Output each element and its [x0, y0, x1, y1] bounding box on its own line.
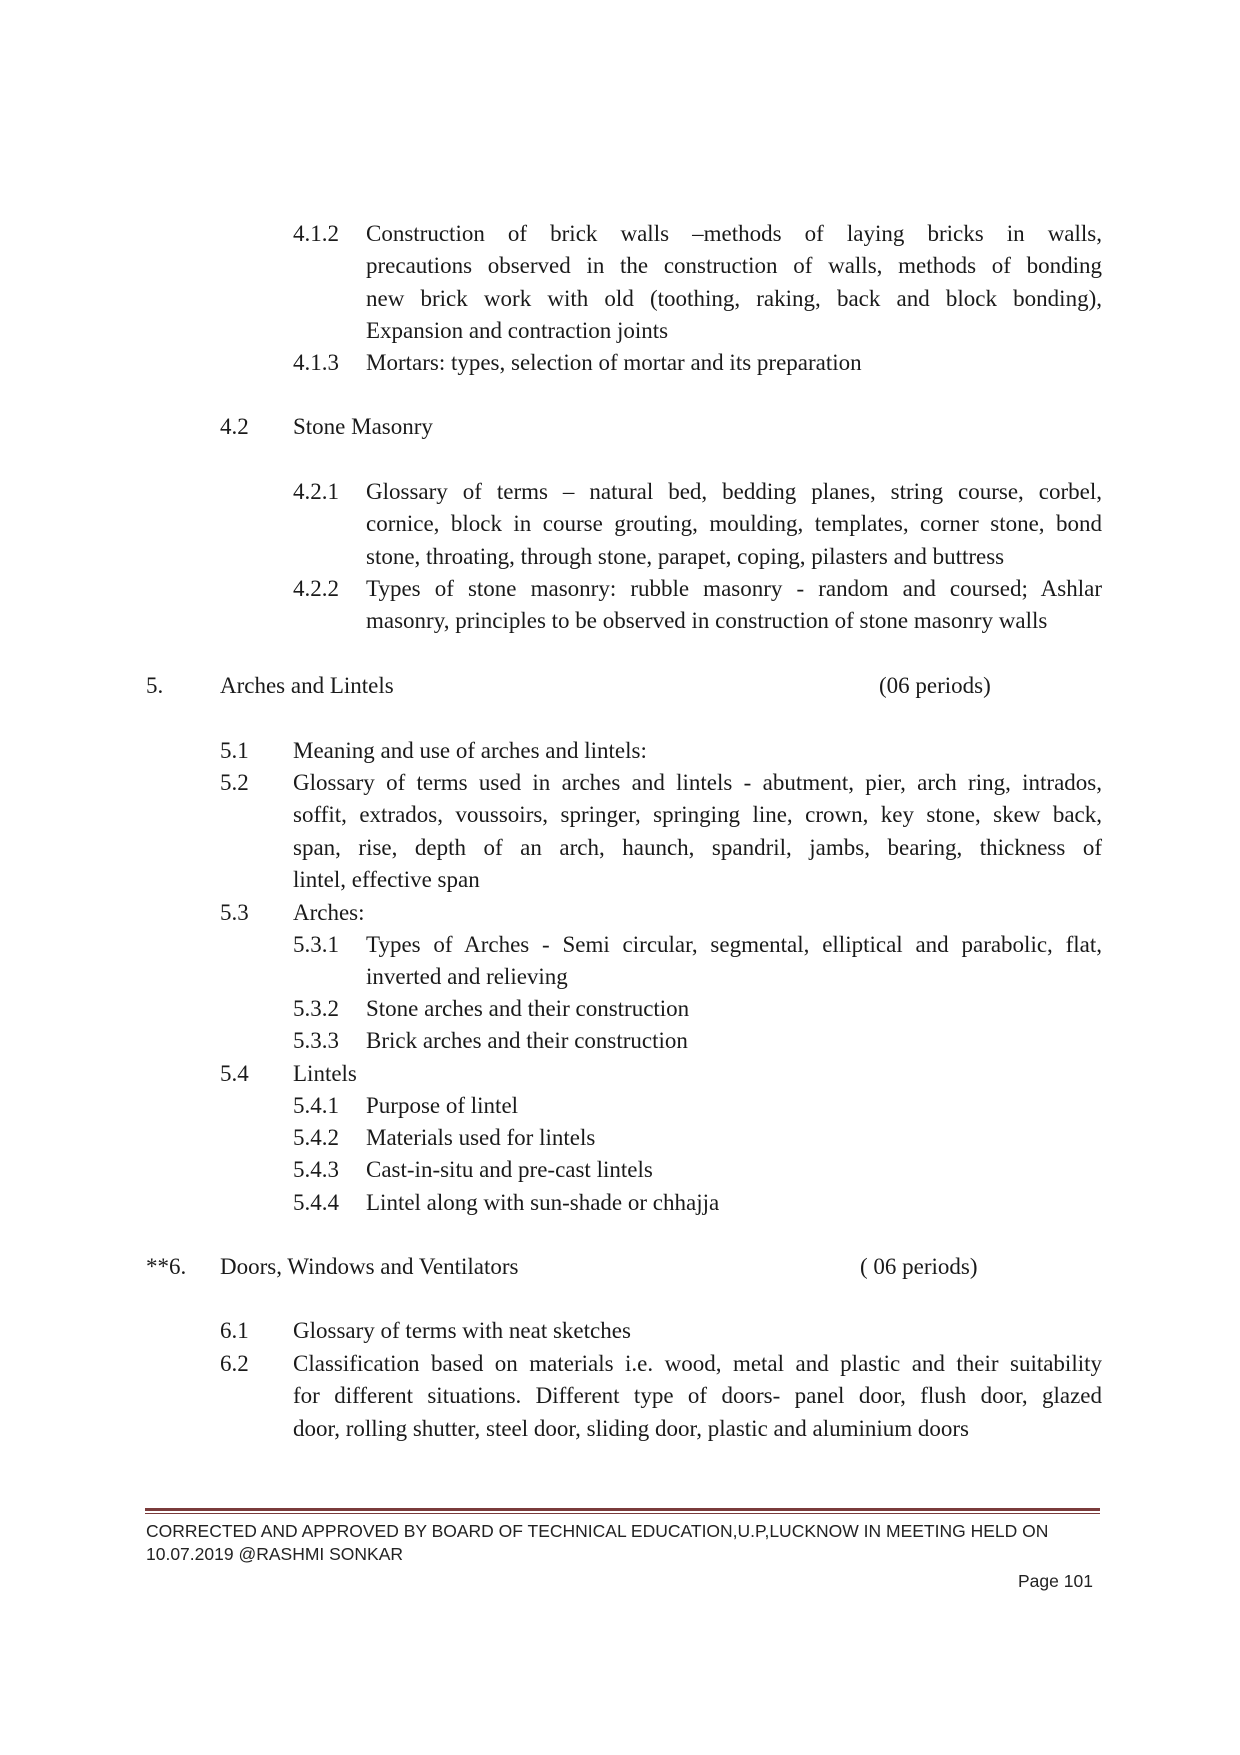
text-line: stone, throating, through stone, parapet, coping, pilasters and buttress: [366, 543, 1005, 569]
section-5-title: Arches and Lintels: [220, 673, 394, 698]
text-line: masonry, principles to be observed in construction of stone masonry walls: [366, 608, 1048, 634]
item-5-1-text: Meaning and use of arches and lintels:: [293, 738, 647, 763]
item-5-4-4-text: Lintel along with sun-shade or chhajja: [366, 1190, 720, 1215]
item-number-5-4-2: 5.4.2: [293, 1125, 339, 1150]
text-line: Construction of brick walls –methods of laying bricks in walls,: [366, 221, 1102, 246]
item-5-3-1-text: [366, 929, 1102, 994]
item-number-5-1: 5.1: [220, 738, 249, 763]
item-4-2-2-text: [366, 573, 1102, 638]
item-5-4-3-text: Cast-in-situ and pre-cast lintels: [366, 1157, 653, 1182]
item-5-3-heading: Arches:: [293, 900, 365, 925]
section-number-5: 5.: [146, 673, 164, 698]
text-line: inverted and relieving: [366, 964, 568, 990]
footer-rule-thin: [145, 1513, 1100, 1514]
item-number-5-3-3: 5.3.3: [293, 1028, 339, 1053]
text-line: span, rise, depth of an arch, haunch, spandril, jambs, bearing, thickness of: [293, 834, 1102, 860]
text-line: for different situations. Different type of doors- panel door, flush door, glazed: [293, 1383, 1102, 1409]
item-number-5-3-1: 5.3.1: [293, 932, 339, 957]
item-4-2-heading: Stone Masonry: [293, 414, 433, 439]
text-line: soffit, extrados, voussoirs, springer, springing line, crown, key stone, skew back,: [293, 802, 1102, 828]
item-number-4-2: 4.2: [220, 414, 249, 439]
text-line: new brick work with old (toothing, raking, back and block bonding),: [366, 285, 1102, 311]
item-4-1-3-text: Mortars: types, selection of mortar and its preparation: [366, 350, 862, 375]
item-number-5-4-3: 5.4.3: [293, 1157, 339, 1182]
item-5-3-3-text: Brick arches and their construction: [366, 1028, 688, 1053]
item-4-1-2-text: [366, 218, 1102, 348]
item-number-5-3-2: 5.3.2: [293, 996, 339, 1021]
item-5-4-heading: Lintels: [293, 1061, 357, 1086]
text-line: lintel, effective span: [293, 867, 480, 893]
footer-approval-line: CORRECTED AND APPROVED BY BOARD OF TECHNICAL EDUCATION,U.P,LUCKNOW IN MEETING HELD ON: [146, 1521, 1049, 1541]
item-number-4-2-2: 4.2.2: [293, 576, 339, 601]
item-number-6-2: 6.2: [220, 1351, 249, 1376]
item-number-4-1-2: 4.1.2: [293, 221, 339, 246]
footer-rule-thick: [145, 1508, 1100, 1511]
item-number-5-4: 5.4: [220, 1061, 249, 1086]
text-line: cornice, block in course grouting, moulding, templates, corner stone, bond: [366, 511, 1102, 537]
item-5-4-2-text: Materials used for lintels: [366, 1125, 596, 1150]
item-number-5-2: 5.2: [220, 770, 249, 795]
item-number-5-4-4: 5.4.4: [293, 1190, 339, 1215]
item-number-5-4-1: 5.4.1: [293, 1093, 339, 1118]
footer-date-author: 10.07.2019 @RASHMI SONKAR: [146, 1544, 404, 1564]
text-line: Classification based on materials i.e. wood, metal and plastic and their suitability: [293, 1351, 1102, 1376]
text-line: Glossary of terms used in arches and lintels - abutment, pier, arch ring, intrados,: [293, 770, 1102, 795]
section-number-6: **6.: [146, 1254, 187, 1279]
item-number-5-3: 5.3: [220, 900, 249, 925]
text-line: Glossary of terms – natural bed, bedding planes, string course, corbel,: [366, 479, 1102, 504]
section-6-title: Doors, Windows and Ventilators: [220, 1254, 519, 1279]
item-number-4-1-3: 4.1.3: [293, 350, 339, 375]
item-5-2-text: [293, 767, 1102, 897]
item-6-1-text: Glossary of terms with neat sketches: [293, 1318, 631, 1343]
item-number-6-1: 6.1: [220, 1318, 249, 1343]
text-line: Types of Arches - Semi circular, segmental, elliptical and parabolic, flat,: [366, 932, 1102, 957]
text-line: door, rolling shutter, steel door, sliding door, plastic and aluminium doors: [293, 1415, 970, 1441]
item-5-3-2-text: Stone arches and their construction: [366, 996, 690, 1021]
text-line: Expansion and contraction joints: [366, 318, 669, 344]
item-number-4-2-1: 4.2.1: [293, 479, 339, 504]
section-6-periods: ( 06 periods): [860, 1254, 978, 1279]
item-4-2-1-text: [366, 476, 1102, 573]
text-line: precautions observed in the construction of walls, methods of bonding: [366, 253, 1102, 279]
page-number: Page 101: [1018, 1571, 1093, 1591]
text-line: Types of stone masonry: rubble masonry - random and coursed; Ashlar: [366, 576, 1102, 601]
item-6-2-text: [293, 1348, 1102, 1445]
item-5-4-1-text: Purpose of lintel: [366, 1093, 519, 1118]
section-5-periods: (06 periods): [879, 673, 991, 698]
